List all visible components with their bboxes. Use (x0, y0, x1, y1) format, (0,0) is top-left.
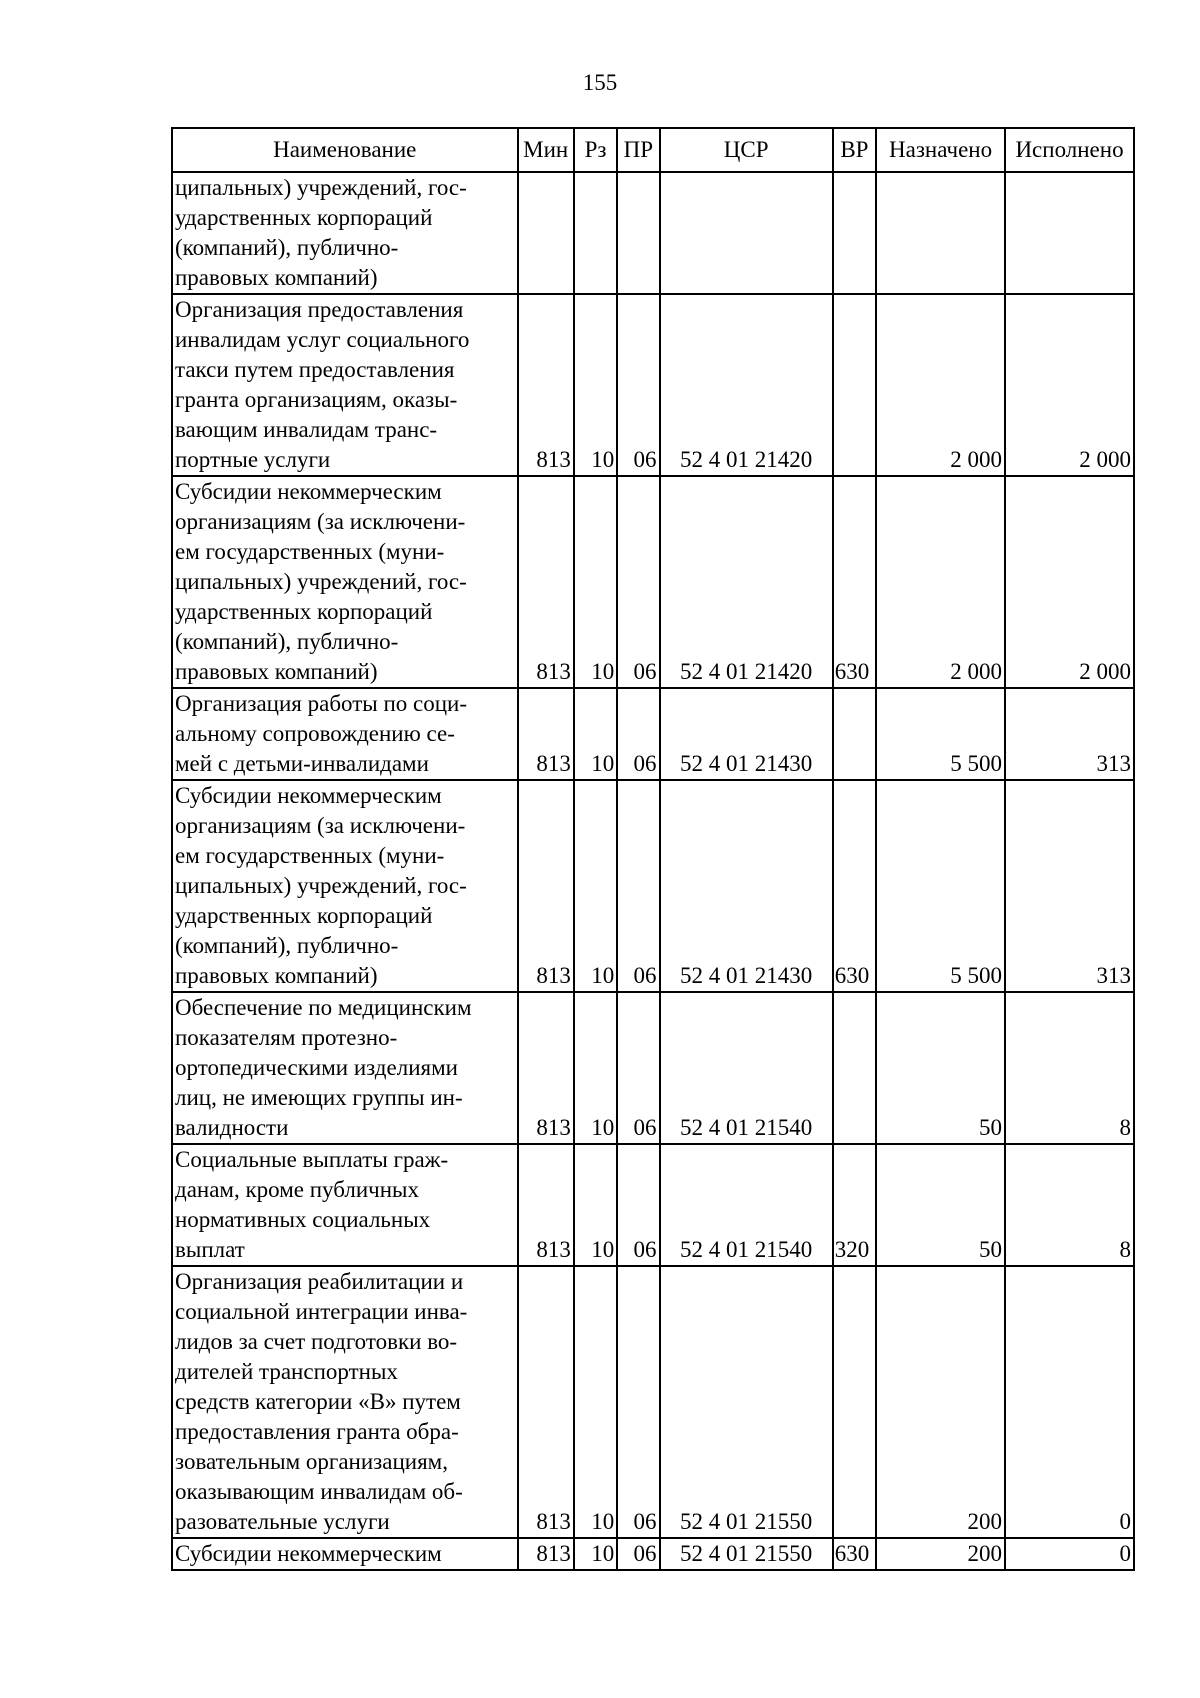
cell-executed: 0 (1005, 1266, 1134, 1538)
cell-csr: 52 4 01 21420 (660, 476, 833, 688)
cell-rz: 10 (574, 688, 617, 780)
cell-vr: 630 (833, 476, 876, 688)
cell-min: 813 (518, 688, 574, 780)
cell-executed (1005, 172, 1134, 294)
cell-executed: 8 (1005, 1144, 1134, 1266)
cell-rz: 10 (574, 780, 617, 992)
table-row (172, 992, 1134, 1144)
table-row (172, 476, 1134, 688)
cell-csr: 52 4 01 21420 (660, 294, 833, 476)
cell-name: Субсидии некоммерческим организациям (за исключени- ем государственных (муни- ципальных) учреждений, гос- ударственных корпораций (компаний), публично- правовых компаний) (172, 476, 518, 688)
cell-min (518, 172, 574, 294)
cell-csr (660, 172, 833, 294)
header-csr: ЦСР (660, 128, 833, 172)
header-row (172, 128, 1134, 172)
cell-csr: 52 4 01 21540 (660, 992, 833, 1144)
cell-vr (833, 688, 876, 780)
cell-pr: 06 (617, 1266, 659, 1538)
cell-min: 813 (518, 992, 574, 1144)
table-row (172, 1266, 1134, 1538)
cell-pr (617, 172, 659, 294)
table-body (172, 172, 1134, 1570)
header-executed: Исполнено (1005, 128, 1134, 172)
cell-rz: 10 (574, 1538, 617, 1570)
table-row (172, 172, 1134, 294)
cell-vr: 630 (833, 780, 876, 992)
cell-vr (833, 294, 876, 476)
cell-min: 813 (518, 1266, 574, 1538)
cell-rz: 10 (574, 294, 617, 476)
cell-rz: 10 (574, 992, 617, 1144)
cell-pr: 06 (617, 1144, 659, 1266)
cell-csr: 52 4 01 21550 (660, 1538, 833, 1570)
cell-executed: 2 000 (1005, 294, 1134, 476)
cell-assigned: 200 (876, 1538, 1005, 1570)
cell-assigned (876, 172, 1005, 294)
cell-name: ципальных) учреждений, гос- ударственных корпораций (компаний), публично- правовых компаний) (172, 172, 518, 294)
cell-executed: 8 (1005, 992, 1134, 1144)
table-row (172, 780, 1134, 992)
cell-csr: 52 4 01 21550 (660, 1266, 833, 1538)
cell-name: Обеспечение по медицинским показателям протезно- ортопедическими изделиями лиц, не имеющих группы ин- валидности (172, 992, 518, 1144)
cell-min: 813 (518, 476, 574, 688)
cell-name: Субсидии некоммерческим (172, 1538, 518, 1570)
cell-csr: 52 4 01 21430 (660, 688, 833, 780)
cell-pr: 06 (617, 476, 659, 688)
cell-vr: 320 (833, 1144, 876, 1266)
budget-table (171, 127, 1135, 1571)
header-pr: ПР (617, 128, 659, 172)
cell-assigned: 50 (876, 992, 1005, 1144)
cell-min: 813 (518, 1144, 574, 1266)
cell-vr: 630 (833, 1538, 876, 1570)
cell-csr: 52 4 01 21540 (660, 1144, 833, 1266)
cell-min: 813 (518, 294, 574, 476)
cell-rz: 10 (574, 1266, 617, 1538)
cell-rz: 10 (574, 1144, 617, 1266)
cell-assigned: 2 000 (876, 476, 1005, 688)
cell-assigned: 5 500 (876, 688, 1005, 780)
cell-pr: 06 (617, 294, 659, 476)
cell-pr: 06 (617, 688, 659, 780)
page-number: 155 (582, 70, 618, 95)
cell-rz: 10 (574, 476, 617, 688)
cell-executed: 313 (1005, 688, 1134, 780)
cell-min: 813 (518, 780, 574, 992)
table-row (172, 1538, 1134, 1570)
cell-vr (833, 992, 876, 1144)
header-min: Мин (518, 128, 574, 172)
cell-name: Социальные выплаты граж- данам, кроме публичных нормативных социальных выплат (172, 1144, 518, 1266)
cell-pr: 06 (617, 1538, 659, 1570)
cell-vr (833, 1266, 876, 1538)
cell-executed: 0 (1005, 1538, 1134, 1570)
cell-assigned: 5 500 (876, 780, 1005, 992)
header-name: Наименование (172, 128, 518, 172)
cell-csr: 52 4 01 21430 (660, 780, 833, 992)
cell-name: Субсидии некоммерческим организациям (за исключени- ем государственных (муни- ципальных) учреждений, гос- ударственных корпораций (компаний), публично- правовых компаний) (172, 780, 518, 992)
cell-assigned: 2 000 (876, 294, 1005, 476)
cell-assigned: 200 (876, 1266, 1005, 1538)
cell-executed: 2 000 (1005, 476, 1134, 688)
cell-rz (574, 172, 617, 294)
cell-vr (833, 172, 876, 294)
header-assigned: Назначено (876, 128, 1005, 172)
table-row (172, 294, 1134, 476)
cell-name: Организация реабилитации и социальной интеграции инва- лидов за счет подготовки во- дителей транспортных средств категории «В» путем предоставления гранта обра- зовательным организациям, оказывающим инвалидам об- разовательные услуги (172, 1266, 518, 1538)
table-row (172, 688, 1134, 780)
cell-min: 813 (518, 1538, 574, 1570)
cell-pr: 06 (617, 992, 659, 1144)
table-row (172, 1144, 1134, 1266)
cell-name: Организация предоставления инвалидам услуг социального такси путем предоставления гранта организациям, оказы- вающим инвалидам транс- портные услуги (172, 294, 518, 476)
cell-pr: 06 (617, 780, 659, 992)
cell-assigned: 50 (876, 1144, 1005, 1266)
header-vr: ВР (833, 128, 876, 172)
cell-executed: 313 (1005, 780, 1134, 992)
cell-name: Организация работы по соци- альному сопровождению се- мей с детьми-инвалидами (172, 688, 518, 780)
header-rz: Рз (574, 128, 617, 172)
